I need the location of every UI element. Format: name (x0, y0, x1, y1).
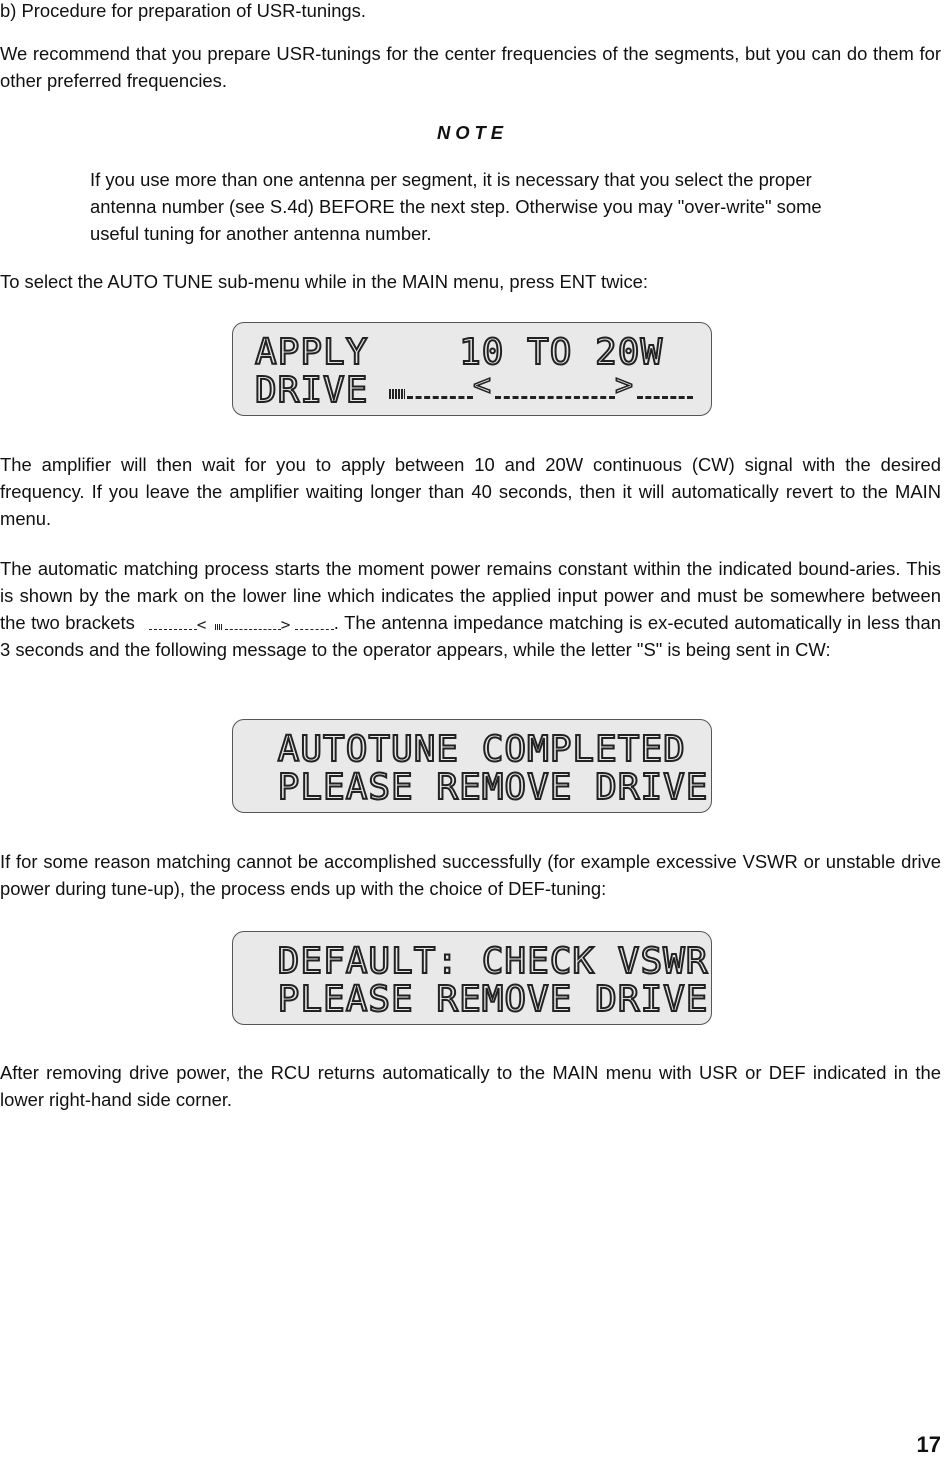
lcd-line-2: PLEASE REMOVE DRIVE (255, 767, 709, 808)
power-mark (389, 389, 405, 399)
bar-segment-high (637, 393, 693, 399)
left-bracket: < (473, 368, 492, 403)
note-title: NOTE (436, 122, 509, 143)
drive-power-bargraph (383, 368, 693, 403)
paragraph-wait: The amplifier will then wait for you to apply between 10 and 20W continuous (CW) signal with the desired frequency. If you leave the amplifier waiting longer than 40 seconds, then it will automatically revert to the MAIN menu. (0, 454, 941, 529)
paragraph-recommend: We recommend that you prepare USR-tunings for the center frequencies of the segments, but you can do them for other preferred frequencies. (0, 43, 941, 91)
lcd-display-autotune-completed (232, 719, 712, 813)
lcd-display-apply-drive (232, 322, 712, 416)
inline-bracket-graphic: < > (149, 614, 334, 632)
bar-segment-window (495, 393, 615, 399)
paragraph-auto-part-1: The automatic matching process starts the moment power remains constant within the indicated bound-aries. This is shown by the mark on the lower line which indicates the applied input power and must be somewhere between the two brackets (0, 558, 941, 633)
paragraph-select: To select the AUTO TUNE sub-menu while in the MAIN menu, press ENT twice: (0, 271, 649, 292)
paragraph-auto-matching (0, 555, 941, 663)
paragraph-after: After removing drive power, the RCU returns automatically to the MAIN menu with USR or DEF indicated in the lower right-hand side corner. (0, 1062, 941, 1110)
right-bracket: > (615, 368, 634, 403)
section-heading: b) Procedure for preparation of USR-tunings. (0, 0, 366, 21)
lcd-line-1: APPLY 10 TO 20W (255, 332, 664, 373)
lcd-line-2: PLEASE REMOVE DRIVE (255, 979, 709, 1020)
lcd-line-1: AUTOTUNE COMPLETED (255, 729, 686, 770)
lcd-line-1: DEFAULT: CHECK VSWR (255, 941, 709, 982)
paragraph-auto-part-2: . The antenna impedance matching is ex-ecuted automatically in less than 3 seconds and the following message to the operator appears, while the letter "S" is being sent in CW: (0, 612, 941, 660)
paragraph-fail: If for some reason matching cannot be accomplished successfully (for example excessive VSWR or unstable drive power during tune-up), the process ends up with the choice of DEF-tuning: (0, 851, 941, 899)
bar-segment-low (407, 393, 473, 399)
lcd-line-2-label: DRIVE (255, 370, 369, 411)
page-number: 17 (916, 1432, 941, 1457)
note-body: If you use more than one antenna per segment, it is necessary that you select the proper antenna number (see S.4d) BEFORE the next step. Otherwise you may "over-write" some useful tuning for another antenna number. (90, 169, 822, 244)
lcd-display-default-check-vswr (232, 931, 712, 1025)
